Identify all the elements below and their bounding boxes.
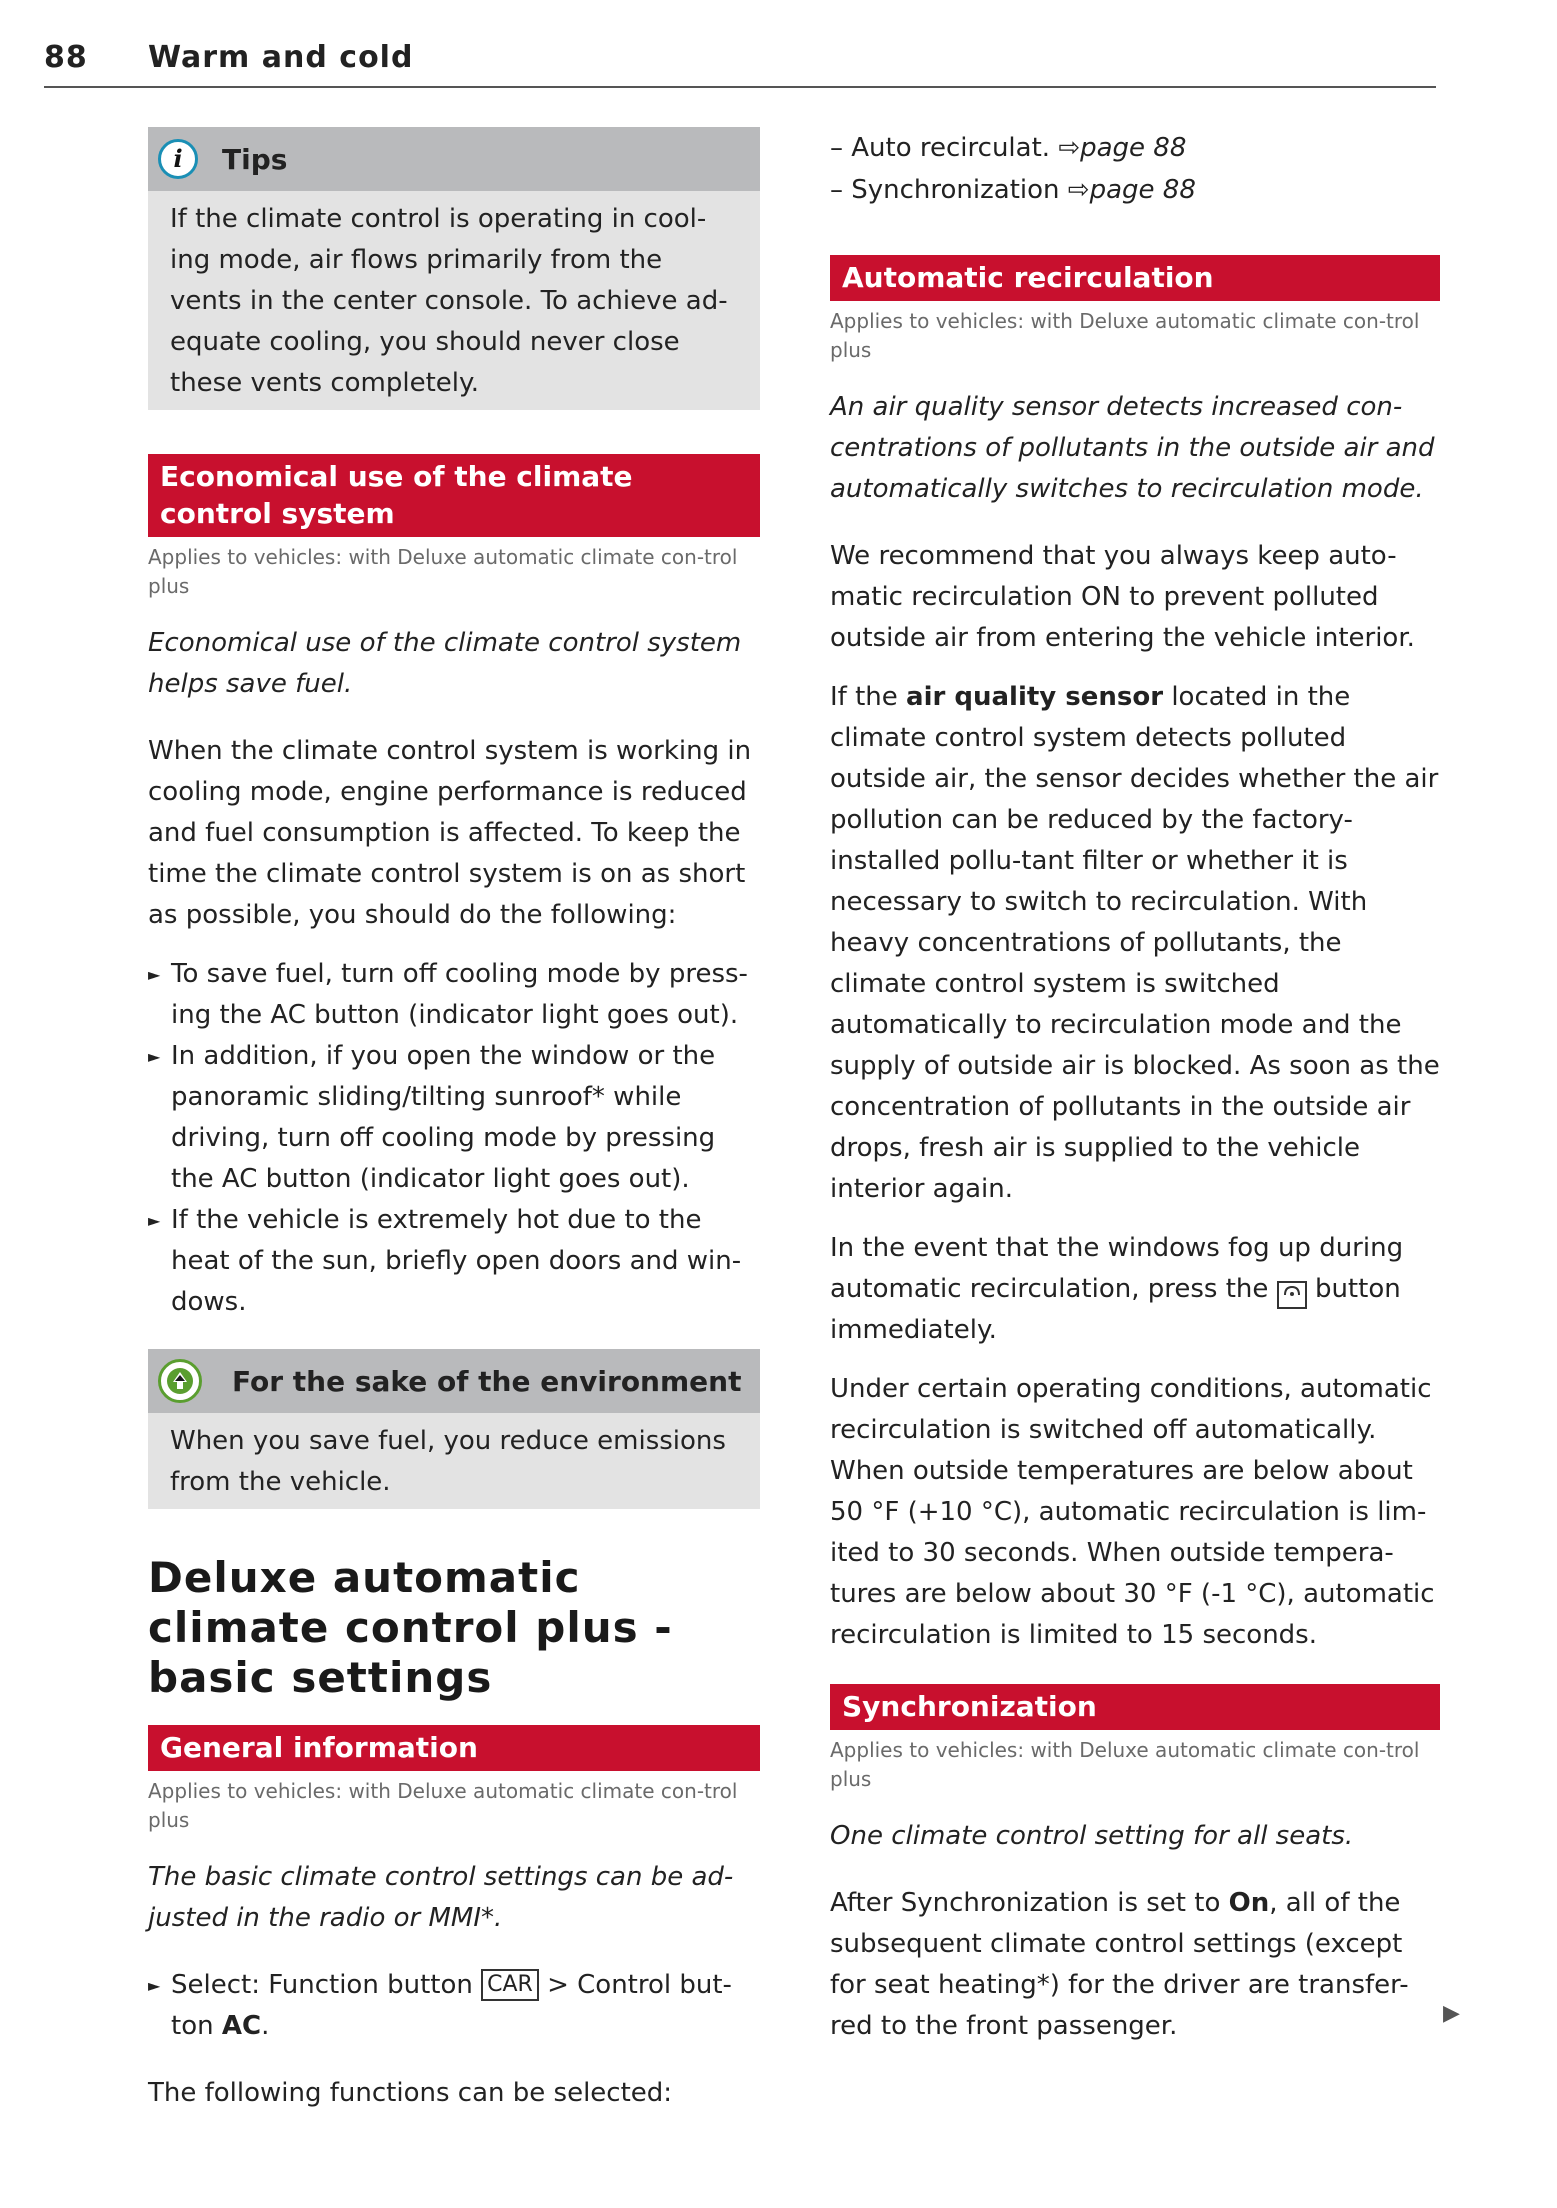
tips-body xyxy=(148,191,760,410)
environment-header xyxy=(148,1349,760,1413)
page-reference-link[interactable]: page 88 xyxy=(1089,175,1196,205)
tips-header xyxy=(148,127,760,191)
general-following: The following functions can be selected: xyxy=(148,2078,673,2108)
function-list xyxy=(830,127,1440,211)
list-item: – Auto recirculat. ⇨page 88 xyxy=(830,133,1187,163)
auto-recirc-applies: Applies to vehicles: with Deluxe automatic climate con-trol plus xyxy=(830,309,1420,362)
section-title: Deluxe automatic climate control plus - basic settings xyxy=(148,1553,673,1702)
sync-intro: One climate control setting for all seats. xyxy=(830,1821,1354,1851)
general-select-list xyxy=(148,1965,760,2047)
continue-arrow-icon: ▶ xyxy=(1443,2001,1460,2026)
list-item: – Synchronization ⇨page 88 xyxy=(830,175,1196,205)
tips-heading: Tips xyxy=(222,142,288,176)
list-item: ► In addition, if you open the window or the panoramic sliding/tilting sunroof* while driving, turn off cooling mode by pressing the AC button (indicator light goes out). xyxy=(148,1036,760,1200)
list-item: ► To save fuel, turn off cooling mode by press-ing the AC button (indicator light goes out). xyxy=(148,954,760,1036)
right-column xyxy=(830,127,1440,2047)
tips-box xyxy=(148,127,760,410)
tree-icon xyxy=(158,1359,202,1403)
bullet-arrow-icon: ► xyxy=(148,1211,161,1230)
recirculation-button-icon xyxy=(1277,1281,1307,1309)
auto-recirc-heading: Automatic recirculation xyxy=(830,255,1440,301)
page-reference-link[interactable]: page 88 xyxy=(1080,133,1187,163)
economical-bullet-list xyxy=(148,954,760,1323)
list-item: ► Select: Function button CAR > Control but-ton AC. xyxy=(148,1965,760,2047)
general-heading: General information xyxy=(148,1725,760,1771)
car-key-label: CAR xyxy=(481,1969,539,2001)
auto-recirc-p3: In the event that the windows fog up during automatic recirculation, press the button immediately. xyxy=(830,1233,1404,1345)
auto-recirc-p1: We recommend that you always keep auto-matic recirculation ON to prevent polluted outside air from entering the vehicle interior. xyxy=(830,541,1415,653)
bullet-arrow-icon: ► xyxy=(148,1976,161,1995)
page-header xyxy=(44,40,1436,88)
sync-body: After Synchronization is set to On, all of the subsequent climate control settings (except for seat heating*) for the driver are transfer-red to the front passenger. xyxy=(830,1888,1409,2041)
sync-heading: Synchronization xyxy=(830,1684,1440,1730)
left-column xyxy=(148,127,760,2114)
environment-text: When you save fuel, you reduce emissions from the vehicle. xyxy=(170,1426,726,1497)
economical-intro: Economical use of the climate control system helps save fuel. xyxy=(148,628,742,699)
environment-box xyxy=(148,1349,760,1509)
arrow-right-icon: ⇨ xyxy=(1058,133,1081,163)
general-intro: The basic climate control settings can be ad-justed in the radio or MMI*. xyxy=(148,1862,734,1933)
arrow-right-icon: ⇨ xyxy=(1067,175,1090,205)
bullet-arrow-icon: ► xyxy=(148,965,161,984)
economical-applies: Applies to vehicles: with Deluxe automatic climate con-trol plus xyxy=(148,545,738,598)
economical-body: When the climate control system is working in cooling mode, engine performance is reduced and fuel consumption is affected. To keep the time the climate control system is on as short as possible, you should do the following: xyxy=(148,736,752,930)
tips-text: If the climate control is operating in cool-ing mode, air flows primarily from the vents in the center console. To achieve ad-equate cooling, you should never close these vents completely. xyxy=(170,204,728,398)
sync-applies: Applies to vehicles: with Deluxe automatic climate con-trol plus xyxy=(830,1738,1420,1791)
auto-recirc-p2: If the air quality sensor located in the climate control system detects polluted outside air, the sensor decides whether the air pollution can be reduced by the factory-installed pollu-tant filter or whether it is necessary to switch to recirculation. With heavy concentrations of pollutants, the climate control system is switched automatically to recirculation mode and the supply of outside air is blocked. As soon as the concentration of pollutants in the outside air drops, fresh air is supplied to the vehicle interior again. xyxy=(830,682,1440,1204)
economical-heading: Economical use of the climate control system xyxy=(148,454,760,537)
list-item: ► If the vehicle is extremely hot due to the heat of the sun, briefly open doors and win-dows. xyxy=(148,1200,760,1323)
bullet-arrow-icon: ► xyxy=(148,1047,161,1066)
general-applies: Applies to vehicles: with Deluxe automatic climate con-trol plus xyxy=(148,1779,738,1832)
environment-body xyxy=(148,1413,760,1509)
auto-recirc-intro: An air quality sensor detects increased con-centrations of pollutants in the outside air and automatically switches to recirculation mode. xyxy=(830,392,1435,504)
environment-heading: For the sake of the environment xyxy=(232,1364,742,1398)
page-number: 88 xyxy=(44,40,88,75)
auto-recirc-p4: Under certain operating conditions, automatic recirculation is switched off automatically. When outside temperatures are below about 50 °F (+10 °C), automatic recirculation is lim-ited to 30 seconds. When outside tempera-tures are below about 30 °F (-1 °C), automatic recirculation is limited to 15 seconds. xyxy=(830,1374,1435,1650)
info-icon: i xyxy=(158,139,198,179)
chapter-title: Warm and cold xyxy=(148,40,414,75)
